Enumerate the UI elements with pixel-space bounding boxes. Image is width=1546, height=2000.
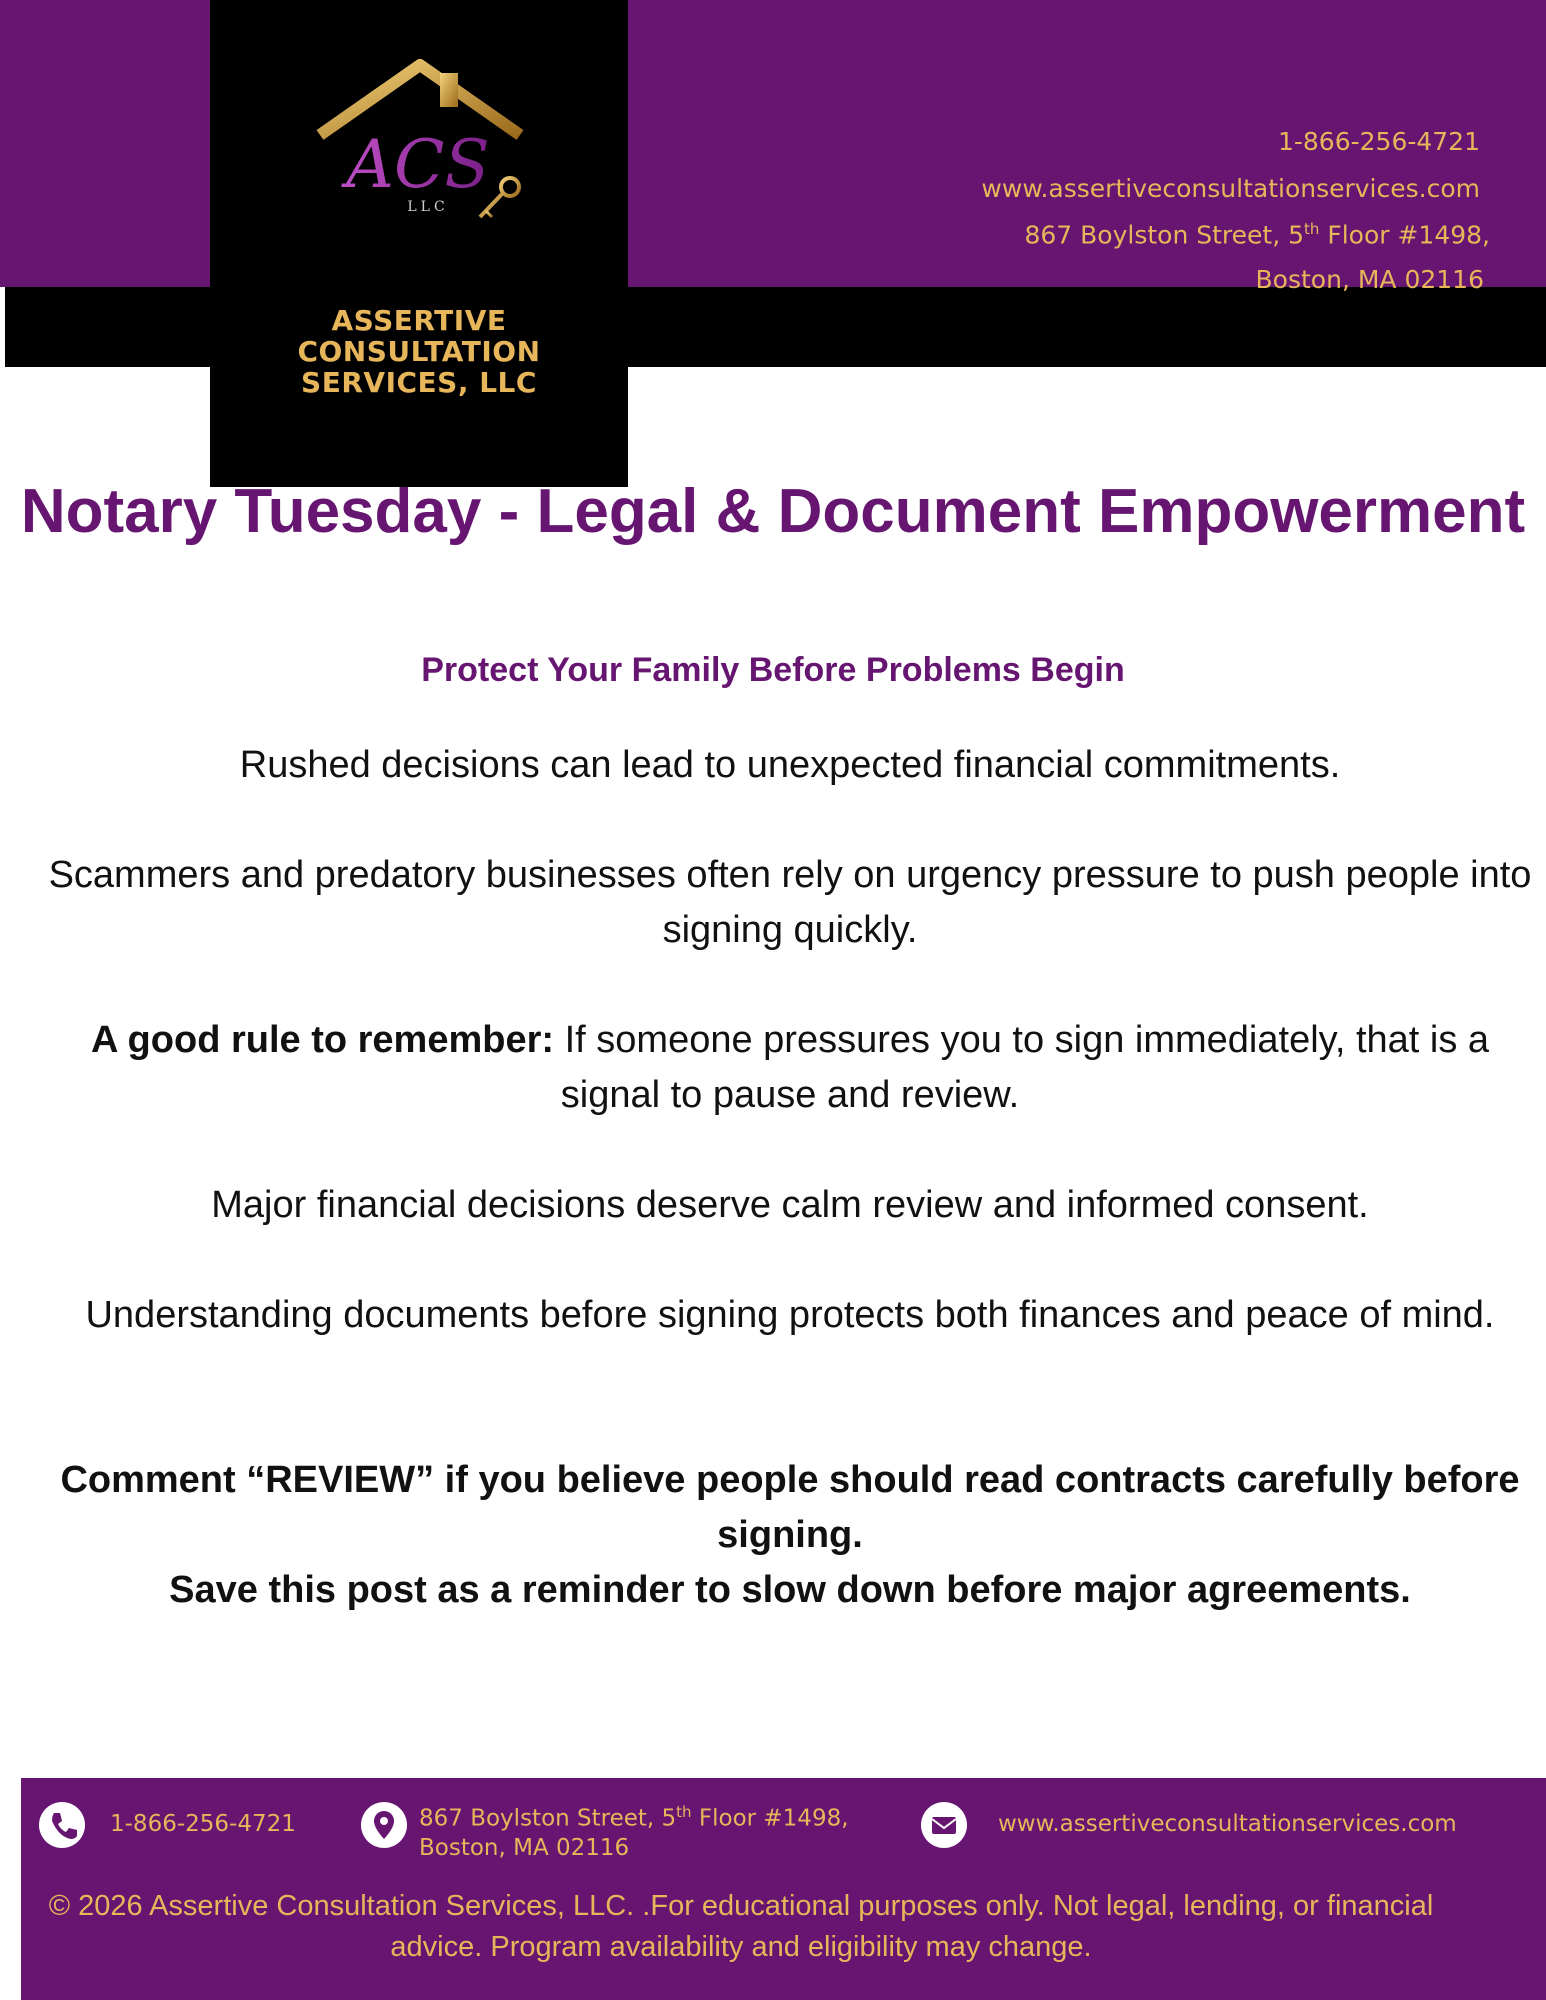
call-to-action-comment: Comment “REVIEW” if you believe people should read contracts carefully before signing. (60, 1459, 1520, 1556)
page-subtitle: Protect Your Family Before Problems Begin (421, 651, 1125, 689)
footer-website-link[interactable]: www.assertiveconsultationservices.com (998, 1811, 1457, 1837)
logo-suffix: LLC (407, 199, 449, 215)
logo-monogram: ACS (346, 126, 490, 203)
footer-disclaimer: © 2026 Assertive Consultation Services, LLC. .For educational purposes only. Not legal, lending, or financial advice. Program availability and eligibility may change. (48, 1890, 1434, 1963)
envelope-icon (921, 1802, 967, 1848)
phone-icon (39, 1802, 85, 1848)
footer-address-line2: Boston, MA 02116 (419, 1835, 630, 1861)
call-to-action-save: Save this post as a reminder to slow down before major agreements. (169, 1569, 1411, 1611)
body-paragraph-1: Rushed decisions can lead to unexpected financial commitments. (239, 744, 1341, 786)
page-title: Notary Tuesday - Legal & Document Empowerment (20, 477, 1526, 546)
header-website-link[interactable]: www.assertiveconsultationservices.com (981, 174, 1480, 203)
header-phone[interactable]: 1-866-256-4721 (1277, 127, 1480, 156)
body-paragraph-2: Scammers and predatory businesses often rely on urgency pressure to push people into signing quickly. (48, 854, 1532, 951)
footer-address-line1: 867 Boylston Street, 5th Floor #1498, (419, 1803, 849, 1832)
body-paragraph-4: Major financial decisions deserve calm review and informed consent. (211, 1184, 1369, 1226)
footer-phone[interactable]: 1-866-256-4721 (110, 1811, 296, 1837)
body-paragraph-3: A good rule to remember: If someone pressures you to sign immediately, that is a signal to pause and review. (90, 1019, 1490, 1116)
location-pin-icon (361, 1802, 407, 1848)
header-address-line1: 867 Boylston Street, 5th Floor #1498, (1024, 220, 1490, 250)
body-paragraph-5: Understanding documents before signing protects both finances and peace of mind. (85, 1294, 1495, 1336)
header-address-line2: Boston, MA 02116 (1255, 265, 1484, 294)
house-key-logo-icon (300, 55, 540, 245)
company-name: ASSERTIVE CONSULTATION SERVICES, LLC (297, 304, 541, 399)
rule-label: A good rule to remember: (90, 1019, 555, 1061)
